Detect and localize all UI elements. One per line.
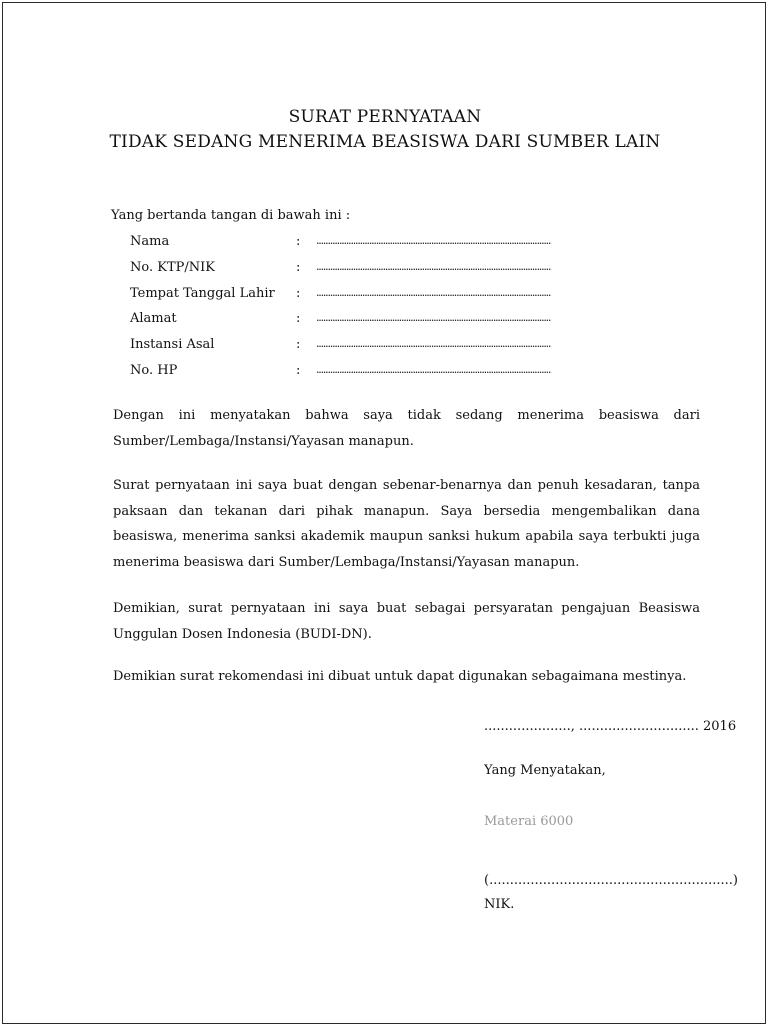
field-label: Tempat Tanggal Lahir <box>130 286 275 301</box>
document-page <box>2 2 766 1024</box>
field-colon: : <box>296 234 301 249</box>
field-colon: : <box>296 337 301 352</box>
signatory-name-line: (...........................................................) <box>484 873 738 888</box>
field-instansi-asal <box>130 337 650 357</box>
purpose-paragraph: Demikian, surat pernyataan ini saya buat sebagai persyaratan pengajuan Beasiswa Unggulan Dosen Indonesia (BUDI-DN). <box>113 601 700 642</box>
statement-paragraph: Dengan ini menyatakan bahwa saya tidak sedang menerima beasiswa dari Sumber/Lembaga/Instansi/Yayasan manapun. <box>113 408 700 449</box>
field-blank: ...................................................................................................... <box>316 363 551 376</box>
field-label: Alamat <box>130 311 177 326</box>
field-colon: : <box>296 311 301 326</box>
field-nama <box>130 234 650 254</box>
field-label: No. HP <box>130 363 178 378</box>
field-blank: ...................................................................................................... <box>316 260 551 273</box>
document-title: SURAT PERNYATAAN <box>288 107 482 127</box>
field-ktp-nik <box>130 260 650 280</box>
declaration-paragraph: Surat pernyataan ini saya buat dengan sebenar-benarnya dan penuh kesadaran, tanpa paksaan dan tekanan dari pihak manapun. Saya bersedia mengembalikan dana beasiswa, menerima sanksi akademik maupun sanksi hukum apabila saya terbukti juga menerima beasiswa dari Sumber/Lembaga/Instansi/Yayasan manapun. <box>113 478 700 570</box>
field-alamat <box>130 311 650 331</box>
field-tempat-tanggal-lahir <box>130 286 650 306</box>
materai-stamp-label: Materai 6000 <box>484 814 574 829</box>
signatory-closing: Yang Menyatakan, <box>484 763 606 778</box>
field-blank: ...................................................................................................... <box>316 234 551 247</box>
field-colon: : <box>296 260 301 275</box>
field-blank: ...................................................................................................... <box>316 311 551 324</box>
document-subtitle: TIDAK SEDANG MENERIMA BEASISWA DARI SUMBER LAIN <box>109 132 661 152</box>
field-no-hp <box>130 363 650 383</box>
closing-paragraph: Demikian surat rekomendasi ini dibuat untuk dapat digunakan sebagaimana mestinya. <box>113 669 687 684</box>
field-blank: ...................................................................................................... <box>316 286 551 299</box>
field-blank: ...................................................................................................... <box>316 337 551 350</box>
field-label: Nama <box>130 234 170 249</box>
field-label: Instansi Asal <box>130 337 215 352</box>
field-label: No. KTP/NIK <box>130 260 215 275</box>
place-date-line: ....................., ............................. 2016 <box>484 719 737 734</box>
signatory-nik: NIK. <box>484 897 515 912</box>
field-colon: : <box>296 286 301 301</box>
intro-text: Yang bertanda tangan di bawah ini : <box>111 208 351 223</box>
field-colon: : <box>296 363 301 378</box>
